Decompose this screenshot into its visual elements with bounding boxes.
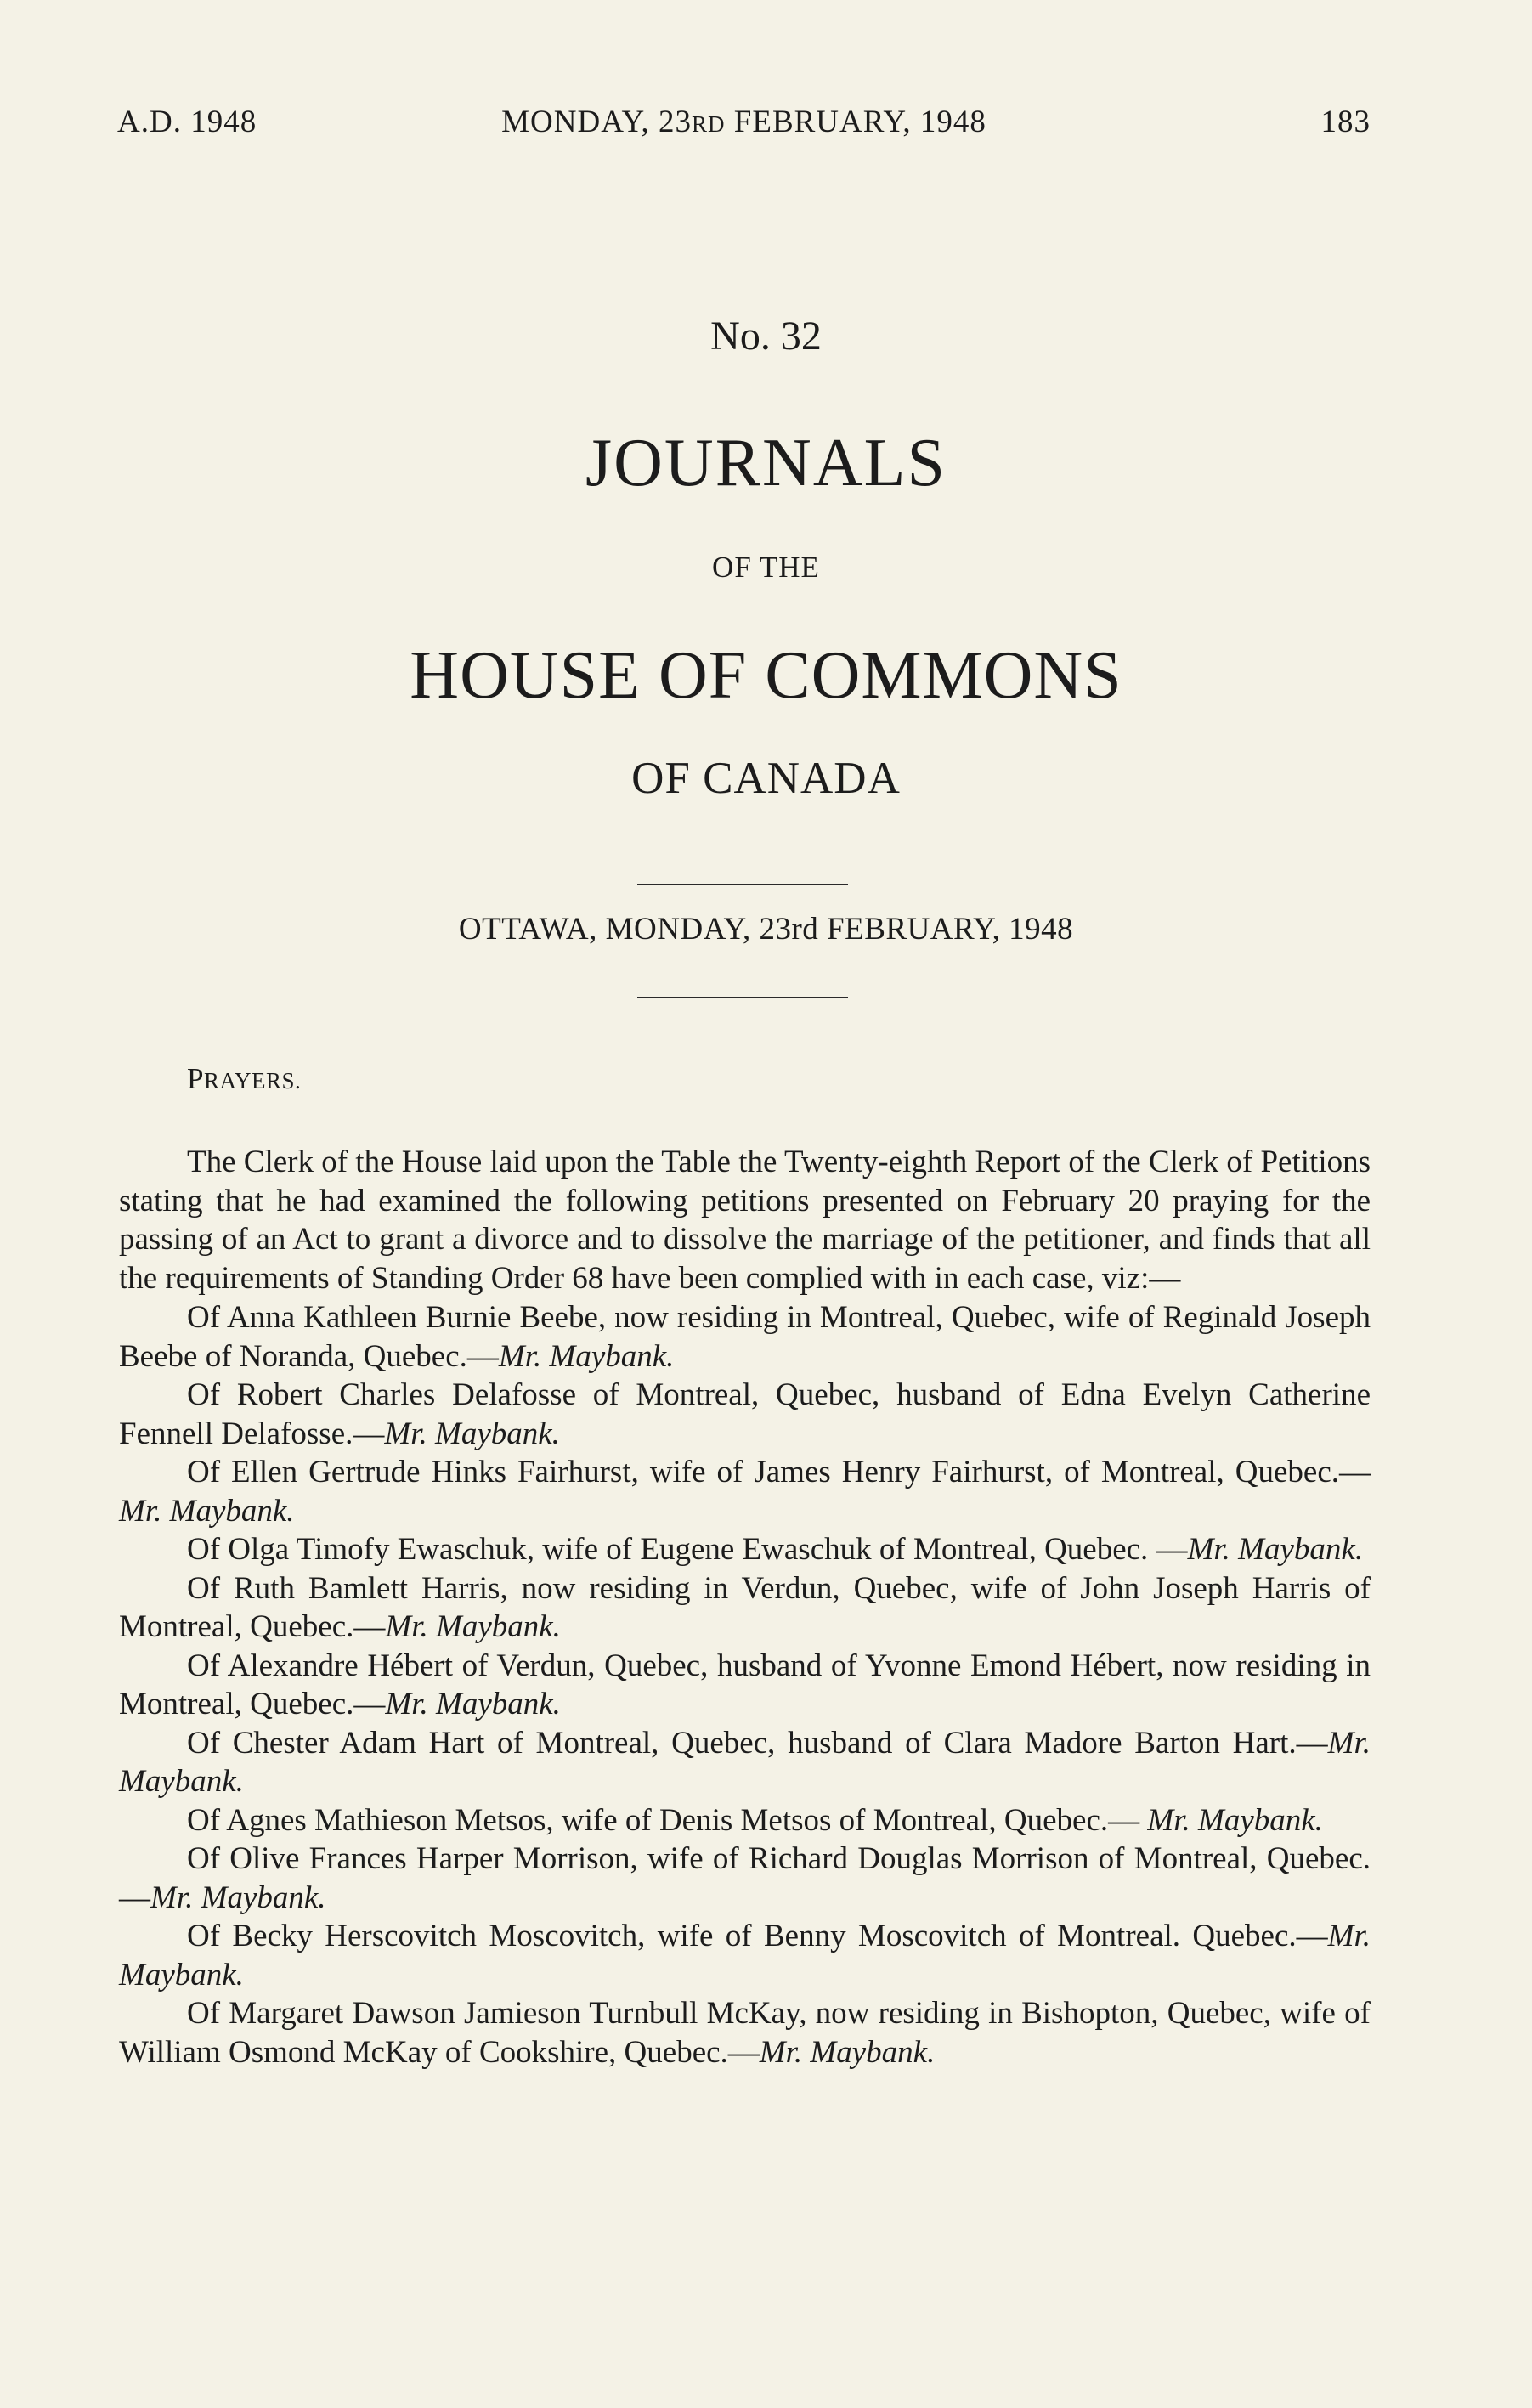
petition-text: Of Alexandre Hébert of Verdun, Quebec, husband of Yvonne Emond Hébert, now residing in Montreal, Quebec.—: [119, 1648, 1371, 1721]
petition-sponsor: Mr. Maybank.: [150, 1879, 326, 1915]
petition-text: Of Margaret Dawson Jamieson Turnbull McKay, now residing in Bishopton, Quebec, wife of William Osmond McKay of Cookshire, Quebec.—: [119, 1996, 1371, 2070]
petition-sponsor: Mr. Maybank.: [119, 1493, 295, 1529]
petition-entry: [119, 1298, 1371, 1376]
petition-sponsor: Mr. Maybank.: [498, 1338, 675, 1374]
petition-text: Of Ellen Gertrude Hinks Fairhurst, wife of James Henry Fairhurst, of Montreal, Quebec.—: [187, 1455, 1371, 1489]
running-head-date-end: FEBRUARY, 1948: [725, 105, 986, 139]
petition-text: Of Olive Frances Harper Morrison, wife of Richard Douglas Morrison of Montreal, Quebec.—: [119, 1841, 1371, 1915]
petition-entry: [119, 1840, 1371, 1917]
divider-rule-top: [637, 884, 848, 885]
petition-text: Of Ruth Bamlett Harris, now residing in Verdun, Quebec, wife of John Joseph Harris of Montreal, Quebec.—: [119, 1570, 1371, 1644]
petition-text: Of Chester Adam Hart of Montreal, Quebec, husband of Clara Madore Barton Hart.—: [187, 1725, 1328, 1761]
title-of-the: OF THE: [712, 551, 820, 584]
petition-entry: [119, 1376, 1371, 1453]
journal-body: [119, 1143, 1371, 2072]
petition-entry: [119, 1994, 1371, 2072]
page-number: 183: [1320, 105, 1371, 139]
running-head-year: A.D. 1948: [117, 105, 257, 139]
petition-entry: [119, 1530, 1371, 1569]
title-of-canada: OF CANADA: [631, 754, 901, 803]
prayers-heading: [187, 1062, 301, 1096]
petition-sponsor: Mr. Maybank.: [119, 1725, 1371, 1799]
petition-entry: [119, 1917, 1371, 1994]
intro-paragraph: The Clerk of the House laid upon the Table the Twenty-eighth Report of the Clerk of Petitions stating that he had examined the following petitions presented on February 20 praying for the passing of an Act to grant a divorce and to dissolve the marriage of the petitioner, and finds that all the requirements of Standing Order 68 have been complied with in each case, viz:—: [119, 1145, 1371, 1296]
title-house-of-commons: HOUSE OF COMMONS: [410, 638, 1122, 713]
petition-list: [119, 1298, 1371, 2072]
petition-entry: [119, 1724, 1371, 1801]
title-journals: JOURNALS: [585, 426, 947, 500]
petition-text: Of Robert Charles Delafosse of Montreal, Quebec, husband of Edna Evelyn Catherine Fennell Delafosse.—: [119, 1377, 1371, 1451]
running-head-date-start: MONDAY, 23: [501, 105, 692, 139]
petition-text: Of Agnes Mathieson Metsos, wife of Denis Metsos of Montreal, Quebec.—: [187, 1802, 1148, 1838]
petition-sponsor: Mr. Maybank.: [384, 1416, 560, 1451]
issue-number: No. 32: [710, 314, 822, 359]
prayers-rest: RAYERS.: [203, 1068, 302, 1094]
petition-text: Of Becky Herscovitch Moscovitch, wife of Benny Moscovitch of Montreal. Quebec.—: [187, 1919, 1328, 1953]
sitting-date: OTTAWA, MONDAY, 23rd FEBRUARY, 1948: [458, 912, 1074, 947]
divider-rule-bottom: [637, 997, 848, 998]
petition-entry: [119, 1569, 1371, 1647]
petition-entry: [119, 1801, 1371, 1840]
petition-sponsor: Mr. Maybank.: [1147, 1802, 1323, 1838]
petition-sponsor: Mr. Maybank.: [385, 1609, 561, 1644]
petition-sponsor: Mr. Maybank.: [119, 1919, 1371, 1993]
prayers-initial: P: [187, 1062, 204, 1095]
petition-text: Of Olga Timofy Ewaschuk, wife of Eugene Ewaschuk of Montreal, Quebec. —: [187, 1532, 1188, 1567]
petition-sponsor: Mr. Maybank.: [759, 2034, 936, 2070]
running-head-date: [117, 104, 1371, 140]
running-head: [117, 104, 1371, 144]
petition-entry: [119, 1647, 1371, 1724]
petition-entry: [119, 1453, 1371, 1530]
petition-text: Of Anna Kathleen Burnie Beebe, now residing in Montreal, Quebec, wife of Reginald Joseph Beebe of Noranda, Quebec.—: [119, 1300, 1371, 1374]
petition-sponsor: Mr. Maybank.: [385, 1687, 561, 1721]
petition-sponsor: Mr. Maybank.: [1187, 1532, 1364, 1567]
running-head-date-suffix: RD: [692, 111, 726, 137]
